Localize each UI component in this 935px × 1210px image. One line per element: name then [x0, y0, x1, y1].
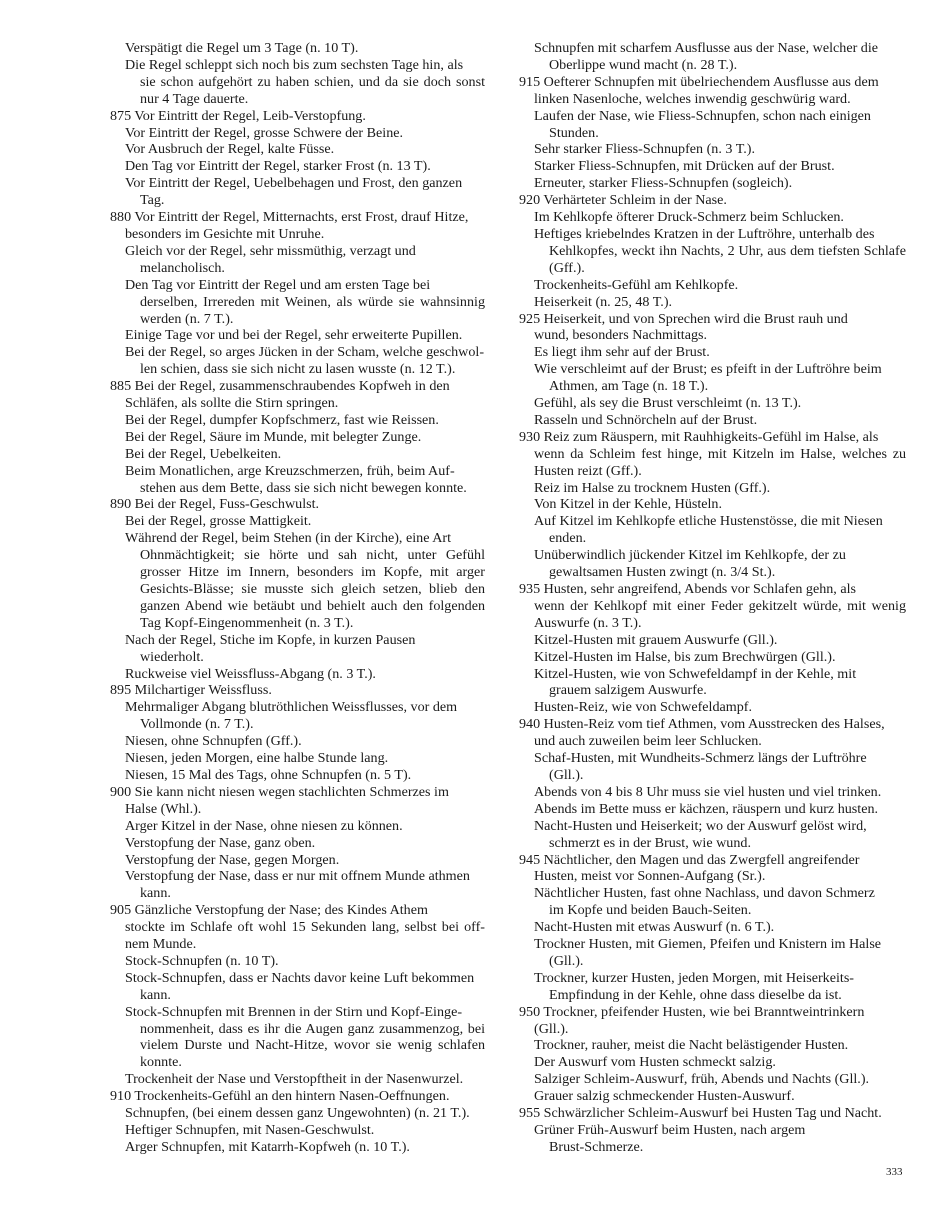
- entry: [519, 919, 906, 936]
- entry-first-line: Reiz im Halse zu trocknem Husten (Gff.).: [534, 479, 771, 496]
- entry-continuation: stockte im Schlafe oft wohl 15 Sekunden lang, selbst bei off-nem Munde.: [125, 919, 485, 953]
- entry-continuation: derselben, Irrereden mit Weinen, als würde sie wahnsinnig werden (n. 7 T.).: [140, 293, 485, 327]
- entry: [519, 429, 906, 480]
- entry: [519, 970, 906, 1004]
- entry: [110, 513, 485, 530]
- entry-first-line: Auf Kitzel im Kehlkopfe etliche Hustenstösse, die mit Niesen: [534, 513, 883, 530]
- entry: [519, 158, 906, 175]
- entry: [519, 666, 906, 700]
- entry-continuation: linken Nasenloche, welches inwendig geschwürig ward.: [534, 90, 851, 107]
- entry-first-line: Der Auswurf vom Husten schmeckt salzig.: [534, 1054, 776, 1071]
- entry: [519, 581, 906, 632]
- entry-continuation: im Kopfe und beiden Bauch-Seiten.: [549, 902, 752, 919]
- entry-continuation: nommenheit, dass es ihr die Augen ganz zusammenzog, bei vielem Durste und Nacht-Hitze, wovor sie wenig schlafen konnte.: [140, 1020, 485, 1071]
- entry-continuation: Tag.: [140, 192, 165, 209]
- entry: [519, 277, 906, 294]
- entry: [519, 141, 906, 158]
- entry-first-line: Arger Schnupfen, mit Katarrh-Kopfweh (n. 10 T.).: [125, 1138, 410, 1155]
- entry: [519, 1105, 906, 1122]
- entry: [110, 666, 485, 683]
- entry: [110, 344, 485, 378]
- entry: [519, 784, 906, 801]
- entry-first-line: Heiserkeit (n. 25, 48 T.).: [534, 293, 673, 310]
- entry-first-line: 950 Trockner, pfeifender Husten, wie bei Branntweintrinkern: [519, 1003, 865, 1020]
- entry-first-line: Rasseln und Schnörcheln auf der Brust.: [534, 411, 758, 428]
- entry-first-line: 925 Heiserkeit, und von Sprechen wird die Brust rauh und: [519, 310, 848, 327]
- entry: [519, 496, 906, 513]
- entry-continuation: wenn der Kehlkopf mit einer Feder gekitzelt würde, mit wenig Auswurfe (n. 3 T.).: [534, 597, 906, 631]
- entry: [519, 801, 906, 818]
- entry: [110, 209, 485, 243]
- entry-first-line: Nach der Regel, Stiche im Kopfe, in kurzen Pausen: [125, 631, 416, 648]
- entry-continuation: Stunden.: [549, 124, 599, 141]
- entry-first-line: Niesen, jeden Morgen, eine halbe Stunde lang.: [125, 750, 389, 767]
- entry-first-line: Nacht-Husten und Heiserkeit; wo der Auswurf gelöst wird,: [534, 817, 867, 834]
- entry: [110, 1105, 485, 1122]
- entry-first-line: Bei der Regel, dumpfer Kopfschmerz, fast wie Reissen.: [125, 411, 439, 428]
- entry: [519, 547, 906, 581]
- entry: [110, 530, 485, 631]
- right-column: [519, 40, 906, 1156]
- entry-first-line: 875 Vor Eintritt der Regel, Leib-Verstopfung.: [110, 107, 366, 124]
- entry: [110, 902, 485, 953]
- entry: [519, 649, 906, 666]
- entry-first-line: Bei der Regel, Uebelkeiten.: [125, 445, 282, 462]
- entry: [110, 953, 485, 970]
- entry: [110, 733, 485, 750]
- entry: [110, 378, 485, 412]
- entry-continuation: Empfindung in der Kehle, ohne dass dieselbe da ist.: [549, 986, 842, 1003]
- entry-first-line: 905 Gänzliche Verstopfung der Nase; des Kindes Athem: [110, 902, 428, 919]
- entry-continuation: Athmen, am Tage (n. 18 T.).: [549, 378, 709, 395]
- entry-first-line: Kitzel-Husten, wie von Schwefeldampf in der Kehle, mit: [534, 665, 857, 682]
- entry-first-line: Gefühl, als sey die Brust verschleimt (n. 13 T.).: [534, 395, 802, 412]
- entry: [110, 496, 485, 513]
- entry-continuation: Halse (Whl.).: [125, 800, 202, 817]
- entry-first-line: Bei der Regel, so arges Jücken in der Scham, welche geschwol-: [125, 344, 485, 361]
- entry-first-line: Wie verschleimt auf der Brust; es pfeift in der Luftröhre beim: [534, 361, 882, 378]
- entry: [110, 1004, 485, 1072]
- entry: [110, 1071, 485, 1088]
- entry-first-line: Es liegt ihm sehr auf der Brust.: [534, 344, 710, 361]
- left-column: [110, 40, 485, 1156]
- entry-first-line: Trockenheit der Nase und Verstopftheit in der Nasenwurzel.: [125, 1071, 464, 1088]
- entry: [110, 767, 485, 784]
- entry: [519, 1037, 906, 1054]
- entry: [110, 429, 485, 446]
- entry-first-line: Kitzel-Husten mit grauem Auswurfe (Gll.).: [534, 631, 778, 648]
- entry-first-line: Beim Monatlichen, arge Kreuzschmerzen, früh, beim Auf-: [125, 462, 455, 479]
- entry: [110, 57, 485, 108]
- entry-first-line: Husten-Reiz, wie von Schwefeldampf.: [534, 699, 752, 716]
- entry-first-line: Sehr starker Fliess-Schnupfen (n. 3 T.).: [534, 141, 756, 158]
- entry-first-line: 900 Sie kann nicht niesen wegen stachlichten Schmerzes im: [110, 783, 449, 800]
- entry-first-line: 955 Schwärzlicher Schleim-Auswurf bei Husten Tag und Nacht.: [519, 1105, 882, 1122]
- entry-first-line: 890 Bei der Regel, Fuss-Geschwulst.: [110, 496, 320, 513]
- entry: [110, 852, 485, 869]
- entry: [519, 513, 906, 547]
- entry: [519, 294, 906, 311]
- entry: [110, 1122, 485, 1139]
- entry-continuation: besonders im Gesichte mit Unruhe.: [125, 225, 325, 242]
- entry-continuation: kann.: [140, 885, 171, 902]
- entry-continuation: Vollmonde (n. 7 T.).: [140, 716, 254, 733]
- entry-first-line: Vor Eintritt der Regel, Uebelbehagen und Frost, den ganzen: [125, 175, 463, 192]
- entry-first-line: Laufen der Nase, wie Fliess-Schnupfen, schon nach einigen: [534, 107, 871, 124]
- entry-first-line: Verstopfung der Nase, gegen Morgen.: [125, 851, 340, 868]
- entry-continuation: schmerzt es in der Brust, wie wund.: [549, 834, 751, 851]
- entry-continuation: und auch zuweilen beim leer Schlucken.: [534, 733, 762, 750]
- entry-continuation: wiederholt.: [140, 648, 204, 665]
- entry: [519, 74, 906, 108]
- entry: [519, 311, 906, 345]
- entry-first-line: Von Kitzel in der Kehle, Hüsteln.: [534, 496, 723, 513]
- entry: [519, 361, 906, 395]
- entry: [110, 970, 485, 1004]
- entry-first-line: Bei der Regel, grosse Mattigkeit.: [125, 513, 312, 530]
- entry: [110, 463, 485, 497]
- entry-first-line: Die Regel schleppt sich noch bis zum sechsten Tage hin, als: [125, 56, 464, 73]
- entry-first-line: Nächtlicher Husten, fast ohne Nachlass, und davon Schmerz: [534, 885, 875, 902]
- entry-first-line: Einige Tage vor und bei der Regel, sehr erweiterte Pupillen.: [125, 327, 463, 344]
- entry: [519, 480, 906, 497]
- entry: [519, 1004, 906, 1038]
- entry-first-line: Trockner, rauher, meist die Nacht belästigender Husten.: [534, 1037, 849, 1054]
- entry: [519, 818, 906, 852]
- entry: [110, 784, 485, 818]
- entry-first-line: Trockner Husten, mit Giemen, Pfeifen und Knistern im Halse: [534, 936, 882, 953]
- entry-first-line: 895 Milchartiger Weissfluss.: [110, 682, 272, 699]
- entry-first-line: Heftiges kriebelndes Kratzen in der Luftröhre, unterhalb des: [534, 225, 875, 242]
- entry-first-line: Schnupfen, (bei einem dessen ganz Ungewohnten) (n. 21 T.).: [125, 1105, 470, 1122]
- entry-first-line: Vor Eintritt der Regel, grosse Schwere der Beine.: [125, 124, 404, 141]
- entry: [519, 632, 906, 649]
- entry-first-line: Den Tag vor Eintritt der Regel, starker Frost (n. 13 T).: [125, 158, 431, 175]
- entry: [110, 108, 485, 125]
- entry: [110, 699, 485, 733]
- entry-first-line: 885 Bei der Regel, zusammenschraubendes Kopfweh in den: [110, 378, 450, 395]
- entry: [110, 327, 485, 344]
- entry-first-line: Vor Ausbruch der Regel, kalte Füsse.: [125, 141, 335, 158]
- entry: [519, 344, 906, 361]
- entry-first-line: Abends im Bette muss er kächzen, räuspern und kurz husten.: [534, 800, 879, 817]
- entry-continuation: wenn da Schleim fest hinge, mit Kitzeln im Halse, welches zu Husten reizt (Gff.).: [534, 445, 906, 479]
- entry-first-line: Unüberwindlich jückender Kitzel im Kehlkopfe, der zu: [534, 547, 846, 564]
- entry: [110, 868, 485, 902]
- entry: [519, 395, 906, 412]
- entry: [110, 158, 485, 175]
- entry-continuation: Schläfen, als sollte die Stirn springen.: [125, 395, 339, 412]
- entry-first-line: Schnupfen mit scharfem Ausflusse aus der Nase, welcher die: [534, 40, 879, 56]
- entry-first-line: Im Kehlkopfe öfterer Druck-Schmerz beim Schlucken.: [534, 209, 844, 226]
- entry-continuation: Oberlippe wund macht (n. 28 T.).: [549, 56, 738, 73]
- entry-first-line: Arger Kitzel in der Nase, ohne niesen zu können.: [125, 817, 403, 834]
- entry-first-line: Verspätigt die Regel um 3 Tage (n. 10 T).: [125, 40, 359, 56]
- entry: [519, 1122, 906, 1156]
- entry: [110, 682, 485, 699]
- entry: [110, 40, 485, 57]
- entry: [110, 243, 485, 277]
- entry-continuation: Husten, meist vor Sonnen-Aufgang (Sr.).: [534, 868, 766, 885]
- entry: [519, 852, 906, 886]
- entry-first-line: Mehrmaliger Abgang blutröthlichen Weissflusses, vor dem: [125, 699, 458, 716]
- entry-first-line: Während der Regel, beim Stehen (in der Kirche), eine Art: [125, 530, 451, 547]
- entry: [110, 277, 485, 328]
- entry-first-line: Stock-Schnupfen (n. 10 T).: [125, 952, 279, 969]
- entry-first-line: Den Tag vor Eintritt der Regel und am ersten Tage bei: [125, 276, 431, 293]
- entry: [110, 141, 485, 158]
- entry-first-line: Salziger Schleim-Auswurf, früh, Abends und Nachts (Gll.).: [534, 1071, 870, 1088]
- entry-continuation: (Gll.).: [549, 766, 584, 783]
- entry-first-line: Stock-Schnupfen, dass er Nachts davor keine Luft bekommen: [125, 969, 475, 986]
- entry: [110, 632, 485, 666]
- entry: [110, 750, 485, 767]
- entry-continuation: sie schon aufgehört zu haben schien, und da sie doch sonst nur 4 Tage dauerte.: [140, 73, 485, 107]
- entry: [110, 125, 485, 142]
- entry: [519, 412, 906, 429]
- entry-first-line: Verstopfung der Nase, ganz oben.: [125, 834, 316, 851]
- entry-continuation: stehen aus dem Bette, dass sie sich nicht bewegen konnte.: [140, 479, 467, 496]
- entry-first-line: Niesen, ohne Schnupfen (Gff.).: [125, 733, 302, 750]
- entry-first-line: Niesen, 15 Mal des Tags, ohne Schnupfen (n. 5 T).: [125, 766, 412, 783]
- entry-continuation: Kehlkopfes, weckt ihn Nachts, 2 Uhr, aus dem tiefsten Schlafe (Gff.).: [549, 242, 906, 276]
- entry: [519, 1088, 906, 1105]
- entry: [519, 936, 906, 970]
- entry-continuation: enden.: [549, 530, 587, 547]
- entry-first-line: 920 Verhärteter Schleim in der Nase.: [519, 192, 727, 209]
- entry-continuation: Brust-Schmerze.: [549, 1138, 644, 1155]
- entry-first-line: Ruckweise viel Weissfluss-Abgang (n. 3 T.).: [125, 665, 376, 682]
- entry: [110, 175, 485, 209]
- entry-first-line: Kitzel-Husten im Halse, bis zum Brechwürgen (Gll.).: [534, 648, 836, 665]
- entry-first-line: Schaf-Husten, mit Wundheits-Schmerz längs der Luftröhre: [534, 750, 867, 767]
- entry-first-line: Grauer salzig schmeckender Husten-Auswurf.: [534, 1088, 795, 1105]
- entry-continuation: wund, besonders Nachmittags.: [534, 327, 708, 344]
- page-number: 333: [886, 1166, 903, 1178]
- entry: [110, 835, 485, 852]
- entry: [110, 1139, 485, 1156]
- entry-first-line: 930 Reiz zum Räuspern, mit Rauhhigkeits-Gefühl im Halse, als: [519, 428, 879, 445]
- entry-first-line: Starker Fliess-Schnupfen, mit Drücken auf der Brust.: [534, 158, 835, 175]
- entry: [519, 226, 906, 277]
- entry-first-line: Bei der Regel, Säure im Munde, mit belegter Zunge.: [125, 428, 422, 445]
- entry: [519, 175, 906, 192]
- entry: [519, 1071, 906, 1088]
- entry: [519, 40, 906, 74]
- entry: [519, 885, 906, 919]
- entry-first-line: Abends von 4 bis 8 Uhr muss sie viel husten und viel trinken.: [534, 783, 882, 800]
- entry-continuation: Ohnmächtigkeit; sie hörte und sah nicht, unter Gefühl grosser Hitze im Innern, besonders im Kopfe, mit arger Gesichts-Blässe; sie musste sich gleich setzen, blieb den ganzen Abend wie betäubt und behielt auch den folgenden Tag Kopf-Eingenommenheit (n. 3 T.).: [140, 547, 485, 631]
- entry-first-line: Verstopfung der Nase, dass er nur mit offnem Munde athmen: [125, 868, 470, 885]
- entry-continuation: (Gll.).: [534, 1020, 569, 1037]
- entry-first-line: Stock-Schnupfen mit Brennen in der Stirn und Kopf-Einge-: [125, 1003, 463, 1020]
- entry-first-line: Nacht-Husten mit etwas Auswurf (n. 6 T.).: [534, 919, 775, 936]
- entry-first-line: 940 Husten-Reiz vom tief Athmen, vom Ausstrecken des Halses,: [519, 716, 885, 733]
- entry-first-line: Grüner Früh-Auswurf beim Husten, nach argem: [534, 1122, 806, 1138]
- entry-first-line: Trockner, kurzer Husten, jeden Morgen, mit Heiserkeits-: [534, 969, 854, 986]
- entry: [110, 818, 485, 835]
- entry-continuation: kann.: [140, 986, 171, 1003]
- entry: [519, 699, 906, 716]
- entry-first-line: 910 Trockenheits-Gefühl an den hintern Nasen-Oeffnungen.: [110, 1088, 450, 1105]
- entry-first-line: Trockenheits-Gefühl am Kehlkopfe.: [534, 276, 739, 293]
- entry-continuation: len schien, dass sie sich nicht zu lasen wusste (n. 12 T.).: [140, 361, 456, 378]
- entry: [519, 716, 906, 750]
- entry: [519, 209, 906, 226]
- entry-first-line: Gleich vor der Regel, sehr missmüthig, verzagt und: [125, 242, 416, 259]
- entry-continuation: melancholisch.: [140, 259, 225, 276]
- entry-continuation: (Gll.).: [549, 952, 584, 969]
- entry-first-line: 935 Husten, sehr angreifend, Abends vor Schlafen gehn, als: [519, 581, 856, 597]
- entry-first-line: Erneuter, starker Fliess-Schnupfen (sogleich).: [534, 175, 793, 192]
- entry: [519, 108, 906, 142]
- entry-first-line: Heftiger Schnupfen, mit Nasen-Geschwulst.: [125, 1122, 375, 1138]
- entry: [519, 1054, 906, 1071]
- entry: [519, 750, 906, 784]
- entry: [110, 1088, 485, 1105]
- entry: [110, 446, 485, 463]
- entry: [110, 412, 485, 429]
- entry-continuation: grauem salzigem Auswurfe.: [549, 682, 707, 699]
- entry: [519, 192, 906, 209]
- entry-first-line: 880 Vor Eintritt der Regel, Mitternachts, erst Frost, drauf Hitze,: [110, 209, 469, 226]
- entry-first-line: 915 Oefterer Schnupfen mit übelriechendem Ausflusse aus dem: [519, 73, 879, 90]
- entry-continuation: gewaltsamen Husten zwingt (n. 3/4 St.).: [549, 564, 776, 581]
- entry-first-line: 945 Nächtlicher, den Magen und das Zwergfell angreifender: [519, 851, 860, 868]
